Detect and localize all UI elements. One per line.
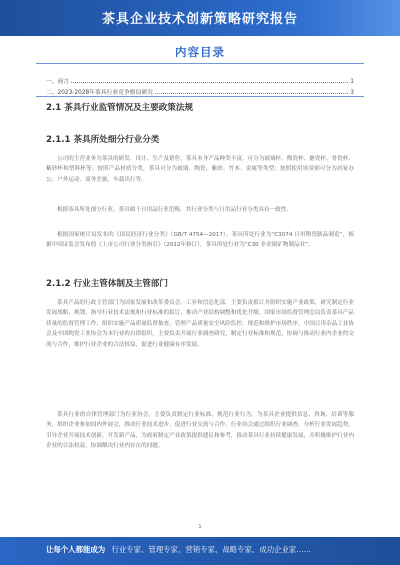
section-heading-2-1-2: 2.1.2 行业主管体制及主管部门 [46,279,168,289]
toc-entry[interactable] [46,85,354,96]
section-heading-2-1-1: 2.1.1 茶具所处细分行业分类 [46,135,160,145]
paragraph: 公司的主营业务为茶具的研发、设计、生产及销售，茶具本身产品种类丰富，可分为玻璃杯、陶瓷杯、搪瓷杯、骨瓷杯、紫砂杯和塑料杯等；按照产品材质分类，茶具可分为玻璃、陶瓷、紫砂、竹木、金属等类型；按照使用场景则可分为居家办公、户外运动、商务差旅、车载出行等。 [46,156,354,183]
paragraph: 茶具产品的行政主管部门为国家发展和改革委员会、工业和信息化部，主要负责拟订并组织实施产业政策，研究制定行业发展战略、规划，指导行业技术法规和行业标准的拟订，推动产业结构调整和优化升级。国家市场监督管理总局负责茶具产品质量的监督管理工作，组织实施产品质量监督抽查，管理产品质量安全风险监控，规范和维护市场秩序。中国日用杂品工业协会及中国陶瓷工业协会为本行业的自律组织，主要负责开展行业调查研究，制定行业标准和规范，协调与推动行业内企业的交流与合作，维护行业企业的合法权益，促进行业健康有序发展。 [46,300,354,348]
toc-leader-dots [155,93,348,94]
paragraph: 茶具行业的自律管理部门为行业协会，主要负责制定行业标准、规范行业行为，为茶具企业提供信息、咨询、培训等服务，组织企业参加国内外展会，推动行业技术进步，促进行业交流与合作。行业协会通过组织行业调查，分析行业发展趋势，引导企业开展技术创新，开发新产品，为政府制定产业政策提供建议和参考，推动茶具行业持续健康发展，并积极维护行业内企业的合法权益，协调解决行业内存在的问题。 [46,412,354,450]
toc-entry-page: 1 [350,79,354,85]
toc-leader-dots [71,82,348,83]
toc-title: 内容目录 [175,45,225,59]
toc-entry-label: 一、前言 [46,79,70,85]
slogan-tail: 行业专家、管理专家、营销专家、战略专家、成功企业家…… [111,545,312,554]
section-heading-2-1: 2.1 茶具行业监管情况及主要政策法规 [46,103,194,113]
toc-entry-label: 二、2023-2028年茶具行业竞争格局研究 [46,90,153,96]
slogan-lead: 让每个人都能成为 [46,545,106,554]
paragraph: 根据茶具所处细分行业，茶具属于日用品行业范畴，其行业分类与日用品行业分类具有一致性。 [57,207,292,213]
toc-entry-page: 3 [350,90,354,96]
table-of-contents [46,74,354,96]
document-title: 茶具企业技术创新策略研究报告 [101,12,298,27]
toc-bottom-rule [36,96,364,97]
page-number: 1 [198,524,202,530]
paragraph: 根据国家统计局发布的《国民经济行业分类》（GB/T 4754—2017），茶具所处行业为“C3074 日用陶瓷制品制造”，根据中国证监会发布的《上市公司行业分类指引》（2012年修订），茶具所处行业为“C30 非金属矿物制品业”。 [46,232,354,249]
toc-top-rule [36,63,364,64]
footer-slogan [46,544,311,555]
toc-entry[interactable] [46,74,354,85]
